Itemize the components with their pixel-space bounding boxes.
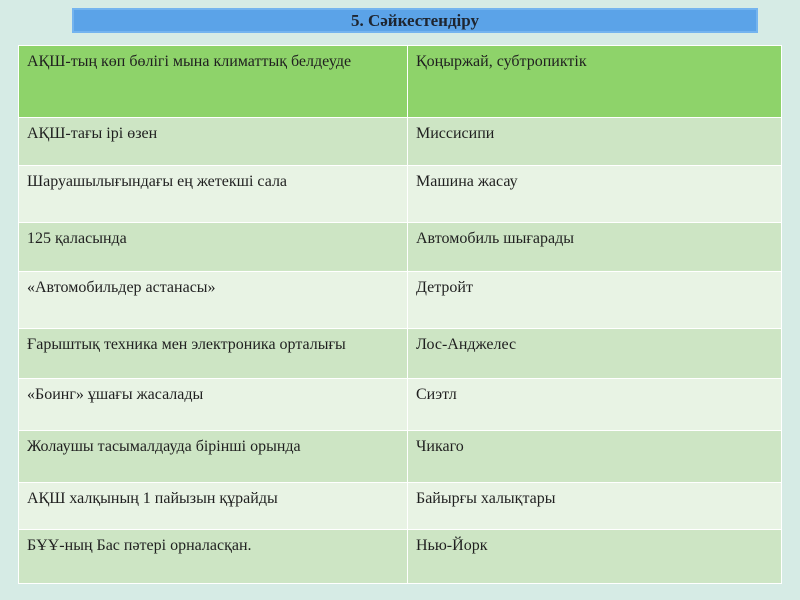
answer-cell: Машина жасау bbox=[408, 166, 782, 223]
table-row bbox=[19, 431, 782, 483]
statement-cell: Ғарыштық техника мен электроника орталығы bbox=[19, 329, 408, 379]
table-row bbox=[19, 46, 782, 118]
table-row bbox=[19, 329, 782, 379]
answer-cell: Миссисипи bbox=[408, 118, 782, 166]
answer-cell: Байырғы халықтары bbox=[408, 483, 782, 530]
table-row bbox=[19, 379, 782, 431]
statement-cell: Жолаушы тасымалдауда бірінші орында bbox=[19, 431, 408, 483]
statement-cell: АҚШ-тың көп бөлігі мына климаттық белдеуде bbox=[19, 46, 408, 118]
table-row bbox=[19, 118, 782, 166]
statement-cell: АҚШ-тағы ірі өзен bbox=[19, 118, 408, 166]
answer-cell: Нью-Йорк bbox=[408, 530, 782, 584]
statement-cell: «Автомобильдер астанасы» bbox=[19, 272, 408, 329]
statement-cell: Шаруашылығындағы ең жетекші сала bbox=[19, 166, 408, 223]
statement-cell: АҚШ халқының 1 пайызын құрайды bbox=[19, 483, 408, 530]
answer-cell: Сиэтл bbox=[408, 379, 782, 431]
table-row bbox=[19, 272, 782, 329]
table-row bbox=[19, 166, 782, 223]
statement-cell: 125 қаласында bbox=[19, 223, 408, 272]
answer-cell: Қоңыржай, субтропиктік bbox=[408, 46, 782, 118]
answer-cell: Детройт bbox=[408, 272, 782, 329]
slide-title: 5. Сәйкестендіру bbox=[72, 8, 758, 33]
statement-cell: «Боинг» ұшағы жасалады bbox=[19, 379, 408, 431]
table-row bbox=[19, 483, 782, 530]
matching-table bbox=[18, 45, 782, 584]
answer-cell: Автомобиль шығарады bbox=[408, 223, 782, 272]
statement-cell: БҰҰ-ның Бас пәтері орналасқан. bbox=[19, 530, 408, 584]
table-row bbox=[19, 223, 782, 272]
answer-cell: Лос-Анджелес bbox=[408, 329, 782, 379]
table-row bbox=[19, 530, 782, 584]
answer-cell: Чикаго bbox=[408, 431, 782, 483]
